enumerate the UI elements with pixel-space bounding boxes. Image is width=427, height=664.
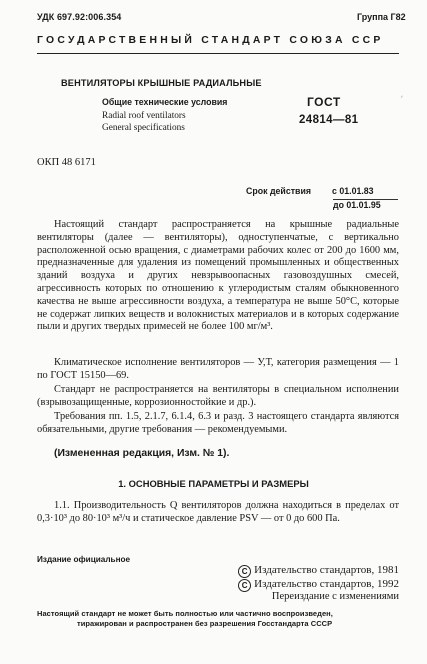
clause-1-1: 1.1. Производительность Q вентиляторов должна находиться в пределах от 0,3·10³ до 80·10³ м³/ч и статическое давление PSV — от 0 до 600 Па. [37, 500, 399, 524]
english-title-line1: Radial roof ventilators [102, 111, 186, 121]
copyright-icon: C [238, 579, 251, 592]
gost-number: 24814—81 [299, 114, 359, 126]
english-title-line2: General specifications [102, 123, 185, 133]
state-standard-heading: ГОСУДАРСТВЕННЫЙ СТАНДАРТ СОЮЗА ССР [37, 35, 384, 46]
copyright-text-2: Издательство стандартов, 1992 [254, 578, 399, 590]
udk-code: УДК 697.92:006.354 [37, 12, 122, 22]
exclusion-paragraph: Стандарт не распространяется на вентиляторы в специальном исполнении (взрывозащищенные, коррозионностойкие и др.). [37, 384, 399, 408]
section-heading: 1. ОСНОВНЫЕ ПАРАМЕТРЫ И РАЗМЕРЫ [118, 478, 309, 489]
validity-from: с 01.01.83 [332, 186, 374, 196]
reproduction-notice-line1: Настоящий стандарт не может быть полностью или частично воспроизведен, [37, 609, 333, 618]
validity-label: Срок действия [246, 186, 311, 196]
document-title: ВЕНТИЛЯТОРЫ КРЫШНЫЕ РАДИАЛЬНЫЕ [61, 78, 262, 88]
amendment-note: (Измененная редакция, Изм. № 1). [54, 448, 230, 459]
margin-mark: ʹ [401, 94, 403, 104]
group-code: Группа Г82 [357, 12, 406, 22]
reproduction-notice-line2: тиражирован и распространен без разрешения Госстандарта СССР [77, 619, 333, 628]
copyright-icon: C [238, 565, 251, 578]
requirements-paragraph: Требования пп. 1.5, 2.1.7, 6.1.4, 6.3 и разд. 3 настоящего стандарта являются обязательными, другие требования — рекомендуемыми. [37, 411, 399, 435]
gost-label: ГОСТ [307, 95, 341, 109]
copyright-line-2 [238, 578, 399, 592]
scope-paragraph: Настоящий стандарт распространяется на крышные радиальные вентиляторы (далее — вентиляторы), одноступенчатые, с вертикально расположенной осью вращения, с диаметрами рабочих колес от 200 до 1600 мм, предназначенные для удаления из помещений промышленных и общественных зданий воздуха и других невзрывоопасных газовоздушных смесей, агрессивность которых по отношению к углеродистым сталям обыкновенного качества не выше агрессивности воздуха, а температура не выше 50°С, которые не содержат липких веществ и волокнистых материалов и в которых содержание пыли и других твердых примесей не более 100 мг/м³. [37, 219, 399, 333]
document-subtitle: Общие технические условия [102, 97, 228, 107]
edition-label: Издание официальное [37, 555, 131, 564]
header-divider [37, 53, 399, 54]
copyright-text-1: Издательство стандартов, 1981 [254, 564, 399, 576]
validity-to: до 01.01.95 [333, 200, 381, 210]
climate-paragraph: Климатическое исполнение вентиляторов — У,Т, категория размещения — 1 по ГОСТ 15150—69. [37, 357, 399, 381]
okp-code: ОКП 48 6171 [37, 157, 96, 168]
copyright-line-1 [238, 564, 399, 578]
reprint-note: Переиздание с изменениями [271, 591, 399, 602]
